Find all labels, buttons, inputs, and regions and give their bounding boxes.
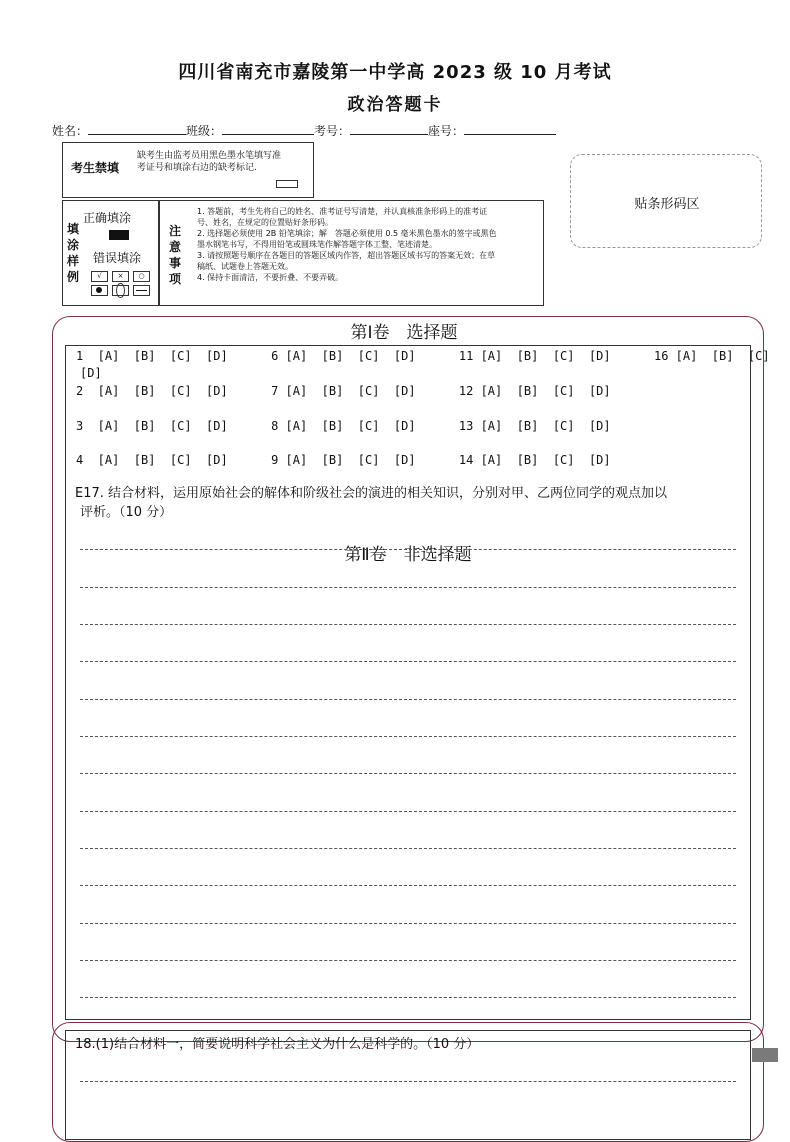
seat-no-field[interactable] — [464, 123, 556, 135]
answer-line[interactable] — [80, 699, 736, 700]
notice-list — [197, 206, 502, 283]
q18-text: 18.(1)结合材料一，简要说明科学社会主义为什么是科学的。（10 分） — [75, 1037, 480, 1052]
answer-line[interactable] — [80, 997, 736, 998]
answer-line[interactable] — [80, 587, 736, 588]
correct-fill-sample — [109, 230, 129, 240]
forbidden-box — [62, 142, 314, 198]
mcq-row[interactable]: 2 [A] [B] [C] [D] 7 [A] [B] [C] [D] 12 [A] [B] [C] [D] — [76, 384, 611, 398]
circle-mark-icon: ○ — [133, 271, 150, 282]
class-field[interactable] — [222, 123, 314, 135]
seat-no-label: 座号： — [428, 124, 465, 138]
answer-line[interactable] — [80, 736, 736, 737]
wrong-fill-label: 错误填涂 — [93, 251, 142, 265]
mcq-row[interactable]: 3 [A] [B] [C] [D] 8 [A] [B] [C] [D] 13 [A] [B] [C] [D] — [76, 419, 611, 433]
absent-mark-box[interactable] — [276, 180, 298, 188]
answer-line[interactable] — [80, 624, 736, 625]
info-line — [52, 122, 556, 139]
page-marker — [752, 1048, 778, 1062]
notice-item: 2. 选择题必须使用 2B 铅笔填涂；解 答题必须使用 0.5 毫米黑色墨水的签字或黑色墨水钢笔书写，不得用铅笔或圆珠笔作解答题字体工整、笔迹清楚。 — [197, 229, 497, 249]
check-mark-icon: √ — [91, 271, 108, 282]
exam-no-label: 考号： — [314, 124, 351, 138]
q17-line1: E17. 结合材料，运用原始社会的解体和阶级社会的演进的相关知识，分别对甲、乙两位同学的观点加以 — [75, 486, 668, 501]
q17-line2: 评析。（10 分） — [80, 505, 173, 520]
page-title: 四川省南充市嘉陵第一中学高 2023 级 10 月考试 — [178, 62, 612, 83]
page-subtitle: 政治答题卡 — [347, 95, 443, 115]
section1-title: 第Ⅰ卷 选择题 — [350, 323, 458, 343]
mcq-row[interactable]: 1 [A] [B] [C] [D] 6 [A] [B] [C] [D] 11 [A] [B] [C] [D] 16 [A] [B] [C] — [76, 349, 770, 363]
name-field[interactable] — [88, 123, 186, 135]
exam-no-field[interactable] — [350, 123, 428, 135]
notice-item: 3. 请按照题号顺序在各题目的答题区域内作答，超出答题区域书写的答案无效；在草稿纸、试题卷上答题无效。 — [197, 251, 496, 271]
answer-line[interactable] — [80, 923, 736, 924]
notice-box — [158, 200, 544, 306]
answer-line[interactable] — [80, 811, 736, 812]
fill-example-box — [62, 200, 160, 306]
forbidden-text: 缺考生由监考员用黑色墨水笔填写准考证号和填涂右边的缺考标记. — [137, 151, 282, 173]
correct-fill-label: 正确填涂 — [83, 211, 132, 225]
oval-mark-icon — [112, 285, 129, 296]
answer-line[interactable] — [80, 848, 736, 849]
barcode-label: 贴条形码区 — [634, 197, 700, 212]
answer-line[interactable] — [80, 960, 736, 961]
barcode-area — [570, 154, 762, 248]
class-label: 班级： — [186, 124, 223, 138]
cross-mark-icon: × — [112, 271, 129, 282]
answer-area-border — [65, 345, 751, 1020]
notice-item: 4. 保持卡面清洁，不要折叠、不要弄破。 — [197, 273, 344, 282]
dash-mark-icon — [133, 285, 150, 296]
answer-line[interactable] — [80, 885, 736, 886]
answer-line[interactable] — [80, 773, 736, 774]
mcq-row[interactable]: 4 [A] [B] [C] [D] 9 [A] [B] [C] [D] 14 [A] [B] [C] [D] — [76, 453, 611, 467]
answer-line[interactable] — [80, 661, 736, 662]
fill-example-side-label: 填涂样例 — [67, 222, 80, 284]
answer-line[interactable] — [80, 1081, 736, 1082]
dot-mark-icon — [91, 285, 108, 296]
notice-item: 1. 答题前，考生先将自己的姓名、准考证号写清楚，并认真核准条形码上的准考证号、姓名，在规定的位置贴好条形码。 — [197, 207, 488, 227]
forbidden-label: 考生禁填 — [71, 161, 120, 175]
name-label: 姓名： — [52, 124, 89, 138]
mcq-row-wrap[interactable]: [D] — [80, 366, 102, 380]
notice-side-label: 注意事项 — [169, 224, 182, 286]
section2-title: 第Ⅱ卷 非选择题 — [344, 545, 472, 565]
answer-line[interactable] — [80, 549, 736, 550]
